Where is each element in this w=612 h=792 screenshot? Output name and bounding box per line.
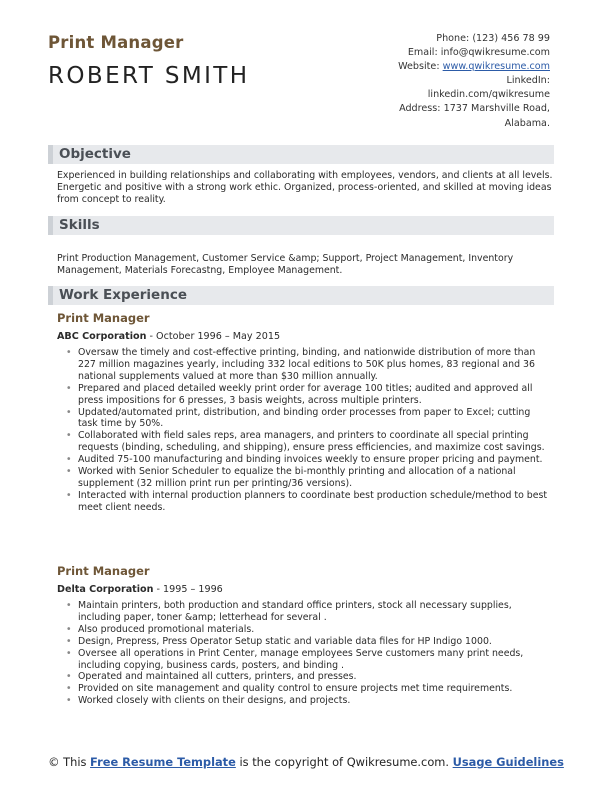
skills-heading: Skills xyxy=(59,217,100,233)
list-item: • Interacted with internal production planners to coordinate best production schedule/method to best meet client needs. xyxy=(78,490,552,514)
list-item: • Maintain printers, both production and standard office printers, stock all necessary supplies, including paper, toner &amp; letterhead for several . xyxy=(78,600,552,624)
contact-website xyxy=(310,60,550,74)
free-resume-template-link[interactable]: Free Resume Template xyxy=(90,755,236,769)
phone-value: (123) 456 78 99 xyxy=(472,33,550,44)
list-item: • Design, Prepress, Press Operator Setup static and variable data files for HP Indigo 1000. xyxy=(78,636,552,648)
job-dates: - 1995 – 1996 xyxy=(153,584,223,595)
objective-text: Experienced in building relationships and collaborating with employees, vendors, and clients at all levels. Energetic and positive with a strong work ethic. Organized, process-oriented, and skilled at moving ideas from concept to reality. xyxy=(57,170,553,205)
contact-block xyxy=(310,32,550,131)
contact-email xyxy=(310,46,550,60)
list-item: • Collaborated with field sales reps, area managers, and printers to coordinate all special printing requests (binding, scheduling, and shipping), ensure press efficiencies, and maximize cost savings. xyxy=(78,430,552,454)
phone-label: Phone: xyxy=(436,33,470,44)
company-name: ABC Corporation xyxy=(57,331,147,342)
objective-section-header xyxy=(48,145,554,164)
footer-prefix: © This xyxy=(48,755,87,769)
website-label: Website: xyxy=(398,61,440,73)
address-line1: 1737 Marshville Road, xyxy=(443,103,550,115)
list-item: • Worked with Senior Scheduler to equalize the bi-monthly printing and allocation of a national supplement (32 million print run per printing/36 versions). xyxy=(78,466,552,490)
experience-heading: Work Experience xyxy=(59,287,187,303)
list-item: • Oversaw the timely and cost-effective printing, binding, and nationwide distribution of more than 227 million magazines yearly, including 332 local editions to 50K plus homes, 83 regional and 36 national supplements valued at more than $30 million annually. xyxy=(78,347,552,383)
job-title: Print Manager xyxy=(57,311,150,325)
list-item: • Audited 75-100 manufacturing and binding invoices weekly to ensure proper pricing and payment. xyxy=(78,454,552,466)
job-title: Print Manager xyxy=(57,564,150,578)
list-item: • Provided on site management and quality control to ensure projects met time requirements. xyxy=(78,683,552,695)
list-item: • Worked closely with clients on their designs, and projects. xyxy=(78,695,552,707)
usage-guidelines-link[interactable]: Usage Guidelines xyxy=(452,755,564,769)
job-company-line xyxy=(57,331,280,342)
list-item: • Updated/automated print, distribution, and binding order processes from paper to Excel; cutting task time by 50%. xyxy=(78,407,552,431)
job-bullet-list xyxy=(78,347,552,514)
list-item: • Operated and maintained all cutters, printers, and presses. xyxy=(78,671,552,683)
contact-phone xyxy=(310,32,550,46)
website-link[interactable]: www.qwikresume.com xyxy=(442,61,550,73)
footer-middle: is the copyright of Qwikresume.com. xyxy=(239,755,449,769)
skills-section-header xyxy=(48,216,554,235)
email-value: info@qwikresume.com xyxy=(440,47,550,59)
job-company-line xyxy=(57,584,223,595)
email-label: Email: xyxy=(407,47,438,59)
experience-section-header xyxy=(48,286,554,305)
footer-copyright xyxy=(48,755,564,770)
contact-address xyxy=(310,102,550,116)
company-name: Delta Corporation xyxy=(57,584,154,595)
list-item: • Oversee all operations in Print Center, manage employees Serve customers many print needs, including copying, business cards, posters, and binding . xyxy=(78,648,552,672)
address-label: Address: xyxy=(399,103,441,115)
list-item: • Prepared and placed detailed weekly print order for average 100 titles; audited and approved all press impositions for 6 presses, 3 basis weights, across multiple printers. xyxy=(78,383,552,407)
linkedin-value: linkedin.com/qwikresume xyxy=(427,89,550,101)
objective-heading: Objective xyxy=(59,146,131,162)
linkedin-label: LinkedIn: xyxy=(506,75,550,87)
job-bullet-list xyxy=(78,600,552,707)
job-dates: - October 1996 – May 2015 xyxy=(146,331,281,342)
skills-text: Print Production Management, Customer Service &amp; Support, Project Management, Inventory Management, Materials Forecastng, Employee Management. xyxy=(57,253,514,276)
header-job-title: Print Manager xyxy=(48,33,184,52)
candidate-name: ROBERT SMITH xyxy=(48,63,250,89)
address-line2: Alabama. xyxy=(504,117,550,129)
list-item: • Also produced promotional materials. xyxy=(78,624,552,636)
